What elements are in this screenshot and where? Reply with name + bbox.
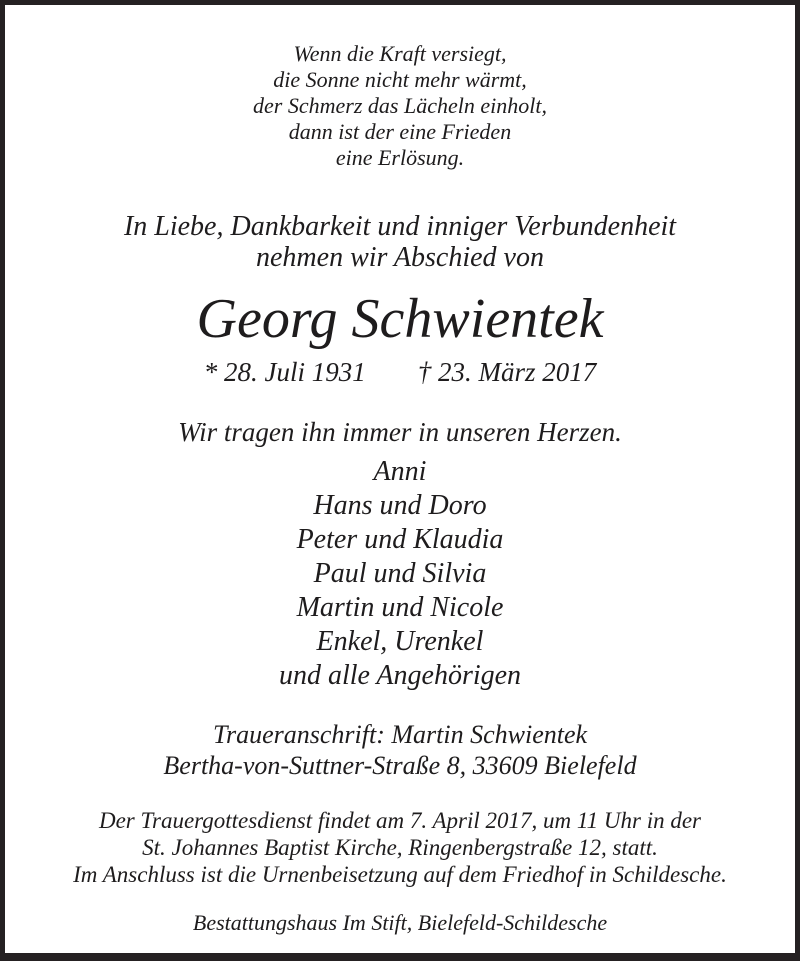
intro-line: In Liebe, Dankbarkeit und inniger Verbundenheit — [123, 211, 677, 242]
poem-line: der Schmerz das Lächeln einholt, — [253, 93, 547, 118]
death-date: † 23. März 2017 — [417, 357, 597, 387]
service-line: St. Johannes Baptist Kirche, Ringenbergstraße 12, statt. — [142, 835, 658, 860]
mourner-name: Peter und Klaudia — [296, 524, 504, 555]
tribute-line: Wir tragen ihn immer in unseren Herzen. — [178, 417, 622, 447]
mourner-name: Hans und Doro — [313, 490, 487, 521]
address-line: Traueranschrift: Martin Schwientek — [212, 720, 588, 749]
mourner-name: Enkel, Urenkel — [316, 626, 484, 657]
mourner-name: Paul und Silvia — [313, 558, 487, 589]
poem-line: eine Erlösung. — [335, 145, 465, 170]
mourner-name: Martin und Nicole — [296, 592, 504, 623]
mourner-name: Anni — [373, 456, 427, 487]
service-info — [5, 807, 795, 888]
intro-text — [5, 211, 795, 273]
mourners-list — [5, 455, 795, 693]
mourner-name: und alle Angehörigen — [278, 660, 522, 691]
address-line: Bertha-von-Suttner-Straße 8, 33609 Bielefeld — [163, 751, 637, 780]
service-line: Der Trauergottesdienst findet am 7. April 2017, um 11 Uhr in der — [98, 808, 702, 833]
service-line: Im Anschluss ist die Urnenbeisetzung auf dem Friedhof in Schildesche. — [73, 862, 727, 887]
funeral-home-line: Bestattungshaus Im Stift, Bielefeld-Schildesche — [192, 910, 608, 935]
poem-line: dann ist der eine Frieden — [288, 119, 512, 144]
poem-line: die Sonne nicht mehr wärmt, — [273, 67, 527, 92]
mourning-address — [5, 719, 795, 781]
birth-date: * 28. Juli 1931 — [203, 357, 366, 387]
life-dates — [5, 357, 795, 387]
deceased-name: Georg Schwientek — [196, 288, 604, 350]
poem-line: Wenn die Kraft versiegt, — [293, 41, 507, 66]
intro-line: nehmen wir Abschied von — [256, 242, 544, 273]
poem — [5, 41, 795, 171]
